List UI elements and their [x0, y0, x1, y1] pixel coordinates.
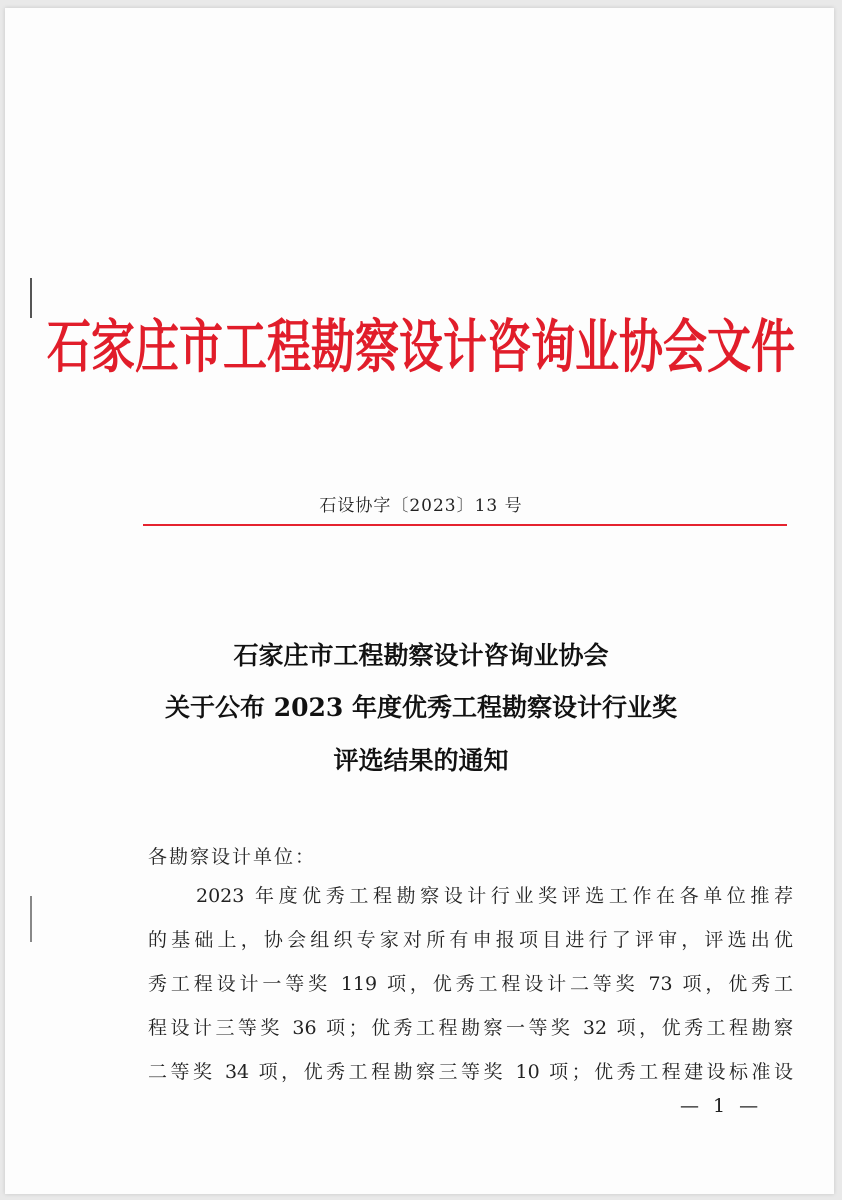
body-text-line: 的基础上，协会组织专家对所有申报项目进行了评审，评选出优	[148, 929, 793, 951]
salutation: 各勘察设计单位：	[148, 846, 317, 868]
notice-title-line: 石家庄市工程勘察设计咨询业协会	[233, 641, 609, 670]
notice-title-line: 关于公布 2023 年度优秀工程勘察设计行业奖	[165, 693, 677, 722]
issuer-header-title: 石家庄市工程勘察设计咨询业协会文件	[47, 314, 795, 381]
body-text-line: 2023 年度优秀工程勘察设计行业奖评选工作在各单位推荐	[196, 885, 793, 907]
red-divider-line	[143, 524, 787, 526]
body-text-line: 程设计三等奖 36 项；优秀工程勘察一等奖 32 项，优秀工程勘察	[148, 1017, 793, 1039]
notice-title-line: 评选结果的通知	[333, 746, 509, 775]
body-text-line: 二等奖 34 项，优秀工程勘察三等奖 10 项；优秀工程建设标准设	[148, 1061, 793, 1083]
document-number: 石设协字〔2023〕13 号	[319, 496, 523, 516]
binding-mark	[30, 896, 32, 942]
body-text-line: 秀工程设计一等奖 119 项，优秀工程设计二等奖 73 项，优秀工	[148, 973, 793, 995]
page-number: — 1 —	[680, 1095, 763, 1117]
